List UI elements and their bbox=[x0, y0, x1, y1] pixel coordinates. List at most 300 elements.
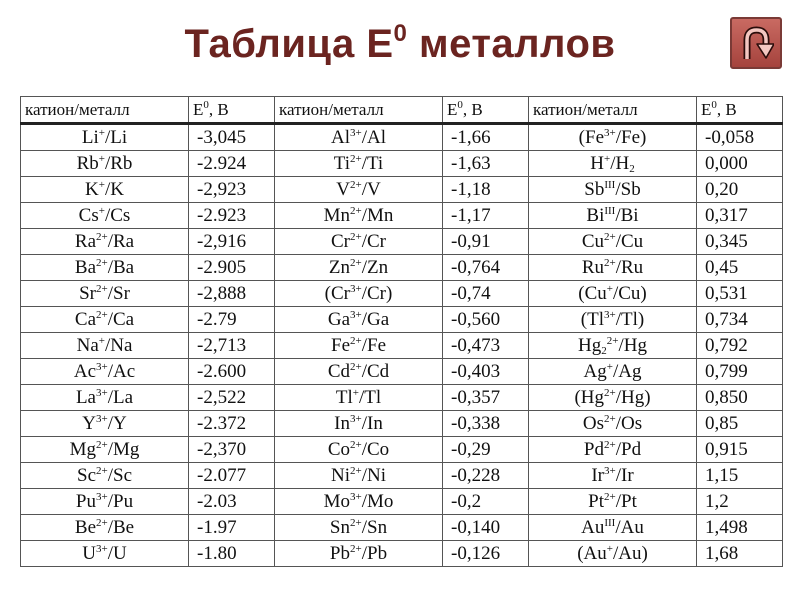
cell-potential: -0,403 bbox=[443, 359, 529, 385]
couple-charge: 3+ bbox=[350, 309, 362, 321]
couple-ion: Zn bbox=[328, 257, 350, 278]
title-text: Таблица Е bbox=[184, 22, 394, 66]
couple-ion: La bbox=[75, 387, 96, 408]
cell-redox-couple bbox=[21, 229, 189, 255]
couple-metal: /In bbox=[361, 413, 383, 434]
cell-redox-couple bbox=[275, 463, 443, 489]
couple-charge: 3+ bbox=[604, 465, 616, 477]
couple-charge: 2+ bbox=[350, 179, 362, 191]
couple-charge: 2+ bbox=[604, 257, 616, 269]
cell-redox-couple bbox=[21, 463, 189, 489]
cell-potential: -2.600 bbox=[189, 359, 275, 385]
cell-redox-couple bbox=[21, 333, 189, 359]
couple-metal: /Au bbox=[615, 517, 644, 538]
couple-ion: Ba bbox=[74, 257, 96, 278]
couple-metal: /Tl bbox=[358, 387, 382, 408]
couple-ion: Tl bbox=[335, 387, 353, 408]
couple-metal: /Ra bbox=[107, 231, 135, 252]
table-header-row bbox=[21, 97, 783, 124]
couple-metal: /Cu) bbox=[612, 283, 647, 304]
title-superscript: 0 bbox=[393, 20, 408, 47]
cell-potential: 1,68 bbox=[697, 541, 783, 567]
table-row bbox=[21, 463, 783, 489]
couple-charge: 2+ bbox=[604, 231, 616, 243]
couple-charge: 2+ bbox=[604, 439, 616, 451]
cell-redox-couple bbox=[275, 203, 443, 229]
couple-metal: /Fe) bbox=[615, 127, 647, 148]
cell-redox-couple bbox=[275, 437, 443, 463]
couple-metal: /Hg bbox=[618, 335, 647, 356]
couple-ion: Cr bbox=[331, 231, 350, 252]
table-row bbox=[21, 307, 783, 333]
column-header-e0 bbox=[443, 97, 529, 124]
cell-potential: 0,799 bbox=[697, 359, 783, 385]
cell-redox-couple bbox=[529, 437, 697, 463]
couple-charge: III bbox=[604, 517, 616, 529]
couple-ion: Ti bbox=[333, 153, 350, 174]
couple-ion: Mn bbox=[323, 205, 350, 226]
couple-ion: Au bbox=[581, 517, 605, 538]
table-row bbox=[21, 541, 783, 567]
couple-metal: /Ir bbox=[615, 465, 634, 486]
column-header-couple bbox=[21, 97, 189, 124]
couple-ion: Co bbox=[327, 439, 350, 460]
table-row bbox=[21, 229, 783, 255]
couple-ion: (Hg bbox=[574, 387, 604, 408]
couple-charge: + bbox=[98, 153, 105, 165]
couple-ion-subscript: 2 bbox=[601, 345, 607, 357]
couple-metal: /Ru bbox=[615, 257, 644, 278]
couple-charge: + bbox=[98, 205, 105, 217]
couple-metal-subscript: 2 bbox=[629, 163, 635, 175]
header-couple-label: катион/металл bbox=[25, 100, 130, 119]
cell-redox-couple bbox=[529, 359, 697, 385]
couple-ion: Pt bbox=[588, 491, 604, 512]
couple-ion: Fe bbox=[331, 335, 350, 356]
couple-ion: K bbox=[85, 179, 99, 200]
couple-ion: Na bbox=[76, 335, 99, 356]
couple-charge: III bbox=[604, 179, 616, 191]
cell-redox-couple bbox=[275, 515, 443, 541]
couple-metal: /Ni bbox=[361, 465, 386, 486]
cell-redox-couple bbox=[529, 333, 697, 359]
couple-charge: + bbox=[604, 153, 611, 165]
header-e0-superscript: 0 bbox=[457, 99, 463, 111]
couple-ion: Sr bbox=[79, 283, 96, 304]
cell-potential: -0,357 bbox=[443, 385, 529, 411]
couple-metal: /Au) bbox=[612, 543, 648, 564]
column-header-e0 bbox=[189, 97, 275, 124]
couple-metal: /Li bbox=[104, 127, 128, 148]
couple-ion: Ac bbox=[73, 361, 96, 382]
couple-ion: Ir bbox=[591, 465, 604, 486]
couple-ion: U bbox=[82, 543, 96, 564]
cell-redox-couple bbox=[275, 411, 443, 437]
couple-ion: Mo bbox=[323, 491, 350, 512]
couple-metal: /Pt bbox=[615, 491, 637, 512]
table-row bbox=[21, 255, 783, 281]
couple-ion: In bbox=[334, 413, 350, 434]
couple-metal: /Cu bbox=[615, 231, 644, 252]
cell-potential: 0,792 bbox=[697, 333, 783, 359]
cell-redox-couple bbox=[21, 515, 189, 541]
page-title bbox=[0, 22, 800, 67]
cell-redox-couple bbox=[529, 124, 697, 151]
table-row bbox=[21, 359, 783, 385]
couple-charge: III bbox=[604, 205, 616, 217]
cell-redox-couple bbox=[529, 307, 697, 333]
couple-ion: Sb bbox=[584, 179, 605, 200]
cell-potential: -0,228 bbox=[443, 463, 529, 489]
cell-redox-couple bbox=[275, 281, 443, 307]
couple-metal: /Fe bbox=[361, 335, 386, 356]
cell-potential: 0,45 bbox=[697, 255, 783, 281]
table-row bbox=[21, 151, 783, 177]
couple-charge: 3+ bbox=[350, 283, 362, 295]
couple-ion: Cd bbox=[327, 361, 350, 382]
couple-metal: /Cr) bbox=[361, 283, 393, 304]
couple-charge: 2+ bbox=[604, 491, 616, 503]
couple-ion: Ni bbox=[331, 465, 350, 486]
couple-metal: /Ga bbox=[361, 309, 390, 330]
couple-metal: /H bbox=[610, 153, 630, 174]
couple-ion: (Cr bbox=[324, 283, 350, 304]
couple-ion: Sn bbox=[329, 517, 350, 538]
cell-potential: 1,498 bbox=[697, 515, 783, 541]
cell-redox-couple bbox=[21, 151, 189, 177]
u-turn-arrow-icon bbox=[738, 25, 774, 61]
cell-redox-couple bbox=[275, 151, 443, 177]
cell-redox-couple bbox=[529, 411, 697, 437]
couple-charge: 3+ bbox=[350, 413, 362, 425]
couple-metal: /Zn bbox=[361, 257, 389, 278]
couple-charge: 2+ bbox=[350, 543, 362, 555]
couple-charge: + bbox=[98, 127, 105, 139]
couple-charge: 2+ bbox=[96, 465, 108, 477]
table-row bbox=[21, 281, 783, 307]
column-header-couple bbox=[275, 97, 443, 124]
couple-ion: Pd bbox=[583, 439, 604, 460]
cell-redox-couple bbox=[275, 541, 443, 567]
couple-metal: /Ca bbox=[107, 309, 135, 330]
couple-metal: /Rb bbox=[104, 153, 133, 174]
header-e0-superscript: 0 bbox=[711, 99, 717, 111]
cell-potential: -2,522 bbox=[189, 385, 275, 411]
cell-potential: 0,000 bbox=[697, 151, 783, 177]
couple-ion: Al bbox=[331, 127, 350, 148]
cell-redox-couple bbox=[21, 177, 189, 203]
cell-potential: -0,338 bbox=[443, 411, 529, 437]
couple-ion: V bbox=[336, 179, 350, 200]
cell-redox-couple bbox=[275, 359, 443, 385]
couple-charge: 3+ bbox=[96, 387, 108, 399]
couple-ion: Bi bbox=[586, 205, 605, 226]
cell-potential: 0,345 bbox=[697, 229, 783, 255]
couple-metal: /Na bbox=[104, 335, 133, 356]
header-e0-symbol: E bbox=[701, 100, 712, 119]
couple-metal: /Sr bbox=[107, 283, 130, 304]
couple-ion: Cs bbox=[78, 205, 99, 226]
couple-ion: Pu bbox=[75, 491, 96, 512]
couple-metal: /Hg) bbox=[615, 387, 651, 408]
table-row bbox=[21, 333, 783, 359]
couple-charge: 2+ bbox=[604, 413, 616, 425]
couple-metal: /K bbox=[104, 179, 124, 200]
header-e0-symbol: E bbox=[447, 100, 458, 119]
cell-potential: -1.80 bbox=[189, 541, 275, 567]
cell-potential: -2,923 bbox=[189, 177, 275, 203]
couple-metal: /Mo bbox=[361, 491, 394, 512]
cell-potential: -0,91 bbox=[443, 229, 529, 255]
cell-potential: -2.924 bbox=[189, 151, 275, 177]
cell-potential: -0,29 bbox=[443, 437, 529, 463]
cell-potential: 1,2 bbox=[697, 489, 783, 515]
header-e0-unit: , В bbox=[716, 100, 737, 119]
cell-redox-couple bbox=[529, 229, 697, 255]
couple-charge: 2+ bbox=[350, 361, 362, 373]
couple-metal: /Cd bbox=[361, 361, 390, 382]
couple-charge: 2+ bbox=[96, 283, 108, 295]
cell-redox-couple bbox=[21, 281, 189, 307]
cell-potential: -2,370 bbox=[189, 437, 275, 463]
cell-redox-couple bbox=[275, 124, 443, 151]
couple-metal: /Os bbox=[615, 413, 643, 434]
cell-redox-couple bbox=[275, 333, 443, 359]
cell-redox-couple bbox=[275, 229, 443, 255]
cell-potential: 0,317 bbox=[697, 203, 783, 229]
couple-charge: 3+ bbox=[604, 309, 616, 321]
couple-charge: + bbox=[352, 387, 359, 399]
couple-metal: /Tl) bbox=[615, 309, 645, 330]
couple-charge: 2+ bbox=[350, 153, 362, 165]
cell-potential: 0,531 bbox=[697, 281, 783, 307]
table-row bbox=[21, 411, 783, 437]
back-button[interactable] bbox=[730, 17, 782, 69]
cell-redox-couple bbox=[275, 489, 443, 515]
column-header-couple bbox=[529, 97, 697, 124]
couple-metal: /Sb bbox=[615, 179, 641, 200]
couple-metal: /Mn bbox=[361, 205, 394, 226]
couple-charge: 2+ bbox=[606, 335, 619, 347]
cell-potential: -0,2 bbox=[443, 489, 529, 515]
couple-metal: /Ba bbox=[107, 257, 135, 278]
cell-redox-couple bbox=[529, 281, 697, 307]
couple-metal: /Al bbox=[361, 127, 386, 148]
couple-charge: 2+ bbox=[96, 231, 108, 243]
table-row bbox=[21, 385, 783, 411]
couple-ion: Be bbox=[74, 517, 96, 538]
table-row bbox=[21, 177, 783, 203]
couple-ion: Ra bbox=[74, 231, 96, 252]
couple-charge: 3+ bbox=[96, 491, 108, 503]
couple-ion: Cu bbox=[581, 231, 604, 252]
couple-charge: 2+ bbox=[96, 517, 108, 529]
couple-metal: /Cr bbox=[361, 231, 386, 252]
couple-charge: + bbox=[606, 283, 613, 295]
cell-potential: -0,140 bbox=[443, 515, 529, 541]
couple-ion: (Cu bbox=[578, 283, 607, 304]
column-header-e0 bbox=[697, 97, 783, 124]
cell-potential: -3,045 bbox=[189, 124, 275, 151]
cell-redox-couple bbox=[529, 177, 697, 203]
cell-redox-couple bbox=[21, 489, 189, 515]
table-row bbox=[21, 489, 783, 515]
cell-redox-couple bbox=[529, 385, 697, 411]
cell-redox-couple bbox=[529, 515, 697, 541]
cell-potential: -2.372 bbox=[189, 411, 275, 437]
cell-redox-couple bbox=[21, 411, 189, 437]
table-row bbox=[21, 203, 783, 229]
couple-ion: (Au bbox=[577, 543, 607, 564]
couple-charge: 2+ bbox=[350, 205, 362, 217]
couple-charge: 2+ bbox=[96, 439, 108, 451]
cell-potential: 0,915 bbox=[697, 437, 783, 463]
cell-redox-couple bbox=[529, 255, 697, 281]
table-row bbox=[21, 124, 783, 151]
header-e0-unit: , В bbox=[208, 100, 229, 119]
cell-redox-couple bbox=[275, 385, 443, 411]
cell-potential: 0,85 bbox=[697, 411, 783, 437]
cell-potential: -2.79 bbox=[189, 307, 275, 333]
couple-charge: 3+ bbox=[604, 127, 616, 139]
cell-potential: -1,17 bbox=[443, 203, 529, 229]
couple-ion: Os bbox=[582, 413, 604, 434]
cell-potential: -2,888 bbox=[189, 281, 275, 307]
couple-ion: Hg bbox=[578, 335, 602, 356]
header-e0-superscript: 0 bbox=[203, 99, 209, 111]
header-couple-label: катион/металл bbox=[279, 100, 384, 119]
cell-potential: -2.905 bbox=[189, 255, 275, 281]
couple-metal: /Ag bbox=[612, 361, 642, 382]
cell-redox-couple bbox=[529, 151, 697, 177]
couple-metal: /Ti bbox=[361, 153, 384, 174]
couple-metal: /Pu bbox=[107, 491, 134, 512]
couple-charge: 3+ bbox=[96, 543, 108, 555]
cell-potential: -0,473 bbox=[443, 333, 529, 359]
couple-charge: 2+ bbox=[350, 231, 362, 243]
couple-metal: /La bbox=[107, 387, 134, 408]
couple-charge: 2+ bbox=[96, 309, 108, 321]
couple-metal: /Bi bbox=[615, 205, 639, 226]
couple-ion: (Fe bbox=[578, 127, 604, 148]
cell-potential: 1,15 bbox=[697, 463, 783, 489]
cell-potential: -1.97 bbox=[189, 515, 275, 541]
couple-charge: 2+ bbox=[350, 465, 362, 477]
cell-redox-couple bbox=[21, 203, 189, 229]
cell-potential: -2.923 bbox=[189, 203, 275, 229]
couple-charge: 2+ bbox=[350, 439, 362, 451]
couple-metal: /Mg bbox=[107, 439, 140, 460]
cell-redox-couple bbox=[529, 463, 697, 489]
couple-metal: /Y bbox=[107, 413, 127, 434]
cell-potential: -0,058 bbox=[697, 124, 783, 151]
cell-potential: -0,74 bbox=[443, 281, 529, 307]
cell-potential: 0,850 bbox=[697, 385, 783, 411]
cell-redox-couple bbox=[275, 177, 443, 203]
cell-potential: -1,18 bbox=[443, 177, 529, 203]
couple-ion: Ru bbox=[581, 257, 604, 278]
cell-redox-couple bbox=[529, 541, 697, 567]
header-e0-unit: , В bbox=[462, 100, 483, 119]
cell-potential: -1,63 bbox=[443, 151, 529, 177]
cell-potential: -1,66 bbox=[443, 124, 529, 151]
couple-metal: /V bbox=[361, 179, 381, 200]
couple-charge: + bbox=[98, 335, 105, 347]
cell-redox-couple bbox=[275, 255, 443, 281]
cell-redox-couple bbox=[21, 437, 189, 463]
cell-potential: -2.03 bbox=[189, 489, 275, 515]
cell-potential: 0,734 bbox=[697, 307, 783, 333]
header-e0-symbol: E bbox=[193, 100, 204, 119]
couple-metal: /U bbox=[107, 543, 127, 564]
couple-charge: 3+ bbox=[96, 361, 108, 373]
couple-ion: Ca bbox=[74, 309, 96, 330]
cell-redox-couple bbox=[21, 124, 189, 151]
cell-potential: 0,20 bbox=[697, 177, 783, 203]
couple-ion: Pb bbox=[329, 543, 350, 564]
couple-charge: 3+ bbox=[350, 127, 362, 139]
couple-ion: H bbox=[590, 153, 604, 174]
title-tail: металлов bbox=[407, 22, 616, 66]
cell-redox-couple bbox=[21, 385, 189, 411]
cell-potential: -0,560 bbox=[443, 307, 529, 333]
cell-redox-couple bbox=[275, 307, 443, 333]
couple-ion: Mg bbox=[69, 439, 96, 460]
cell-redox-couple bbox=[21, 307, 189, 333]
cell-potential: -2,916 bbox=[189, 229, 275, 255]
table-row bbox=[21, 515, 783, 541]
couple-charge: + bbox=[606, 361, 613, 373]
couple-ion: Li bbox=[81, 127, 99, 148]
couple-charge: 2+ bbox=[604, 387, 616, 399]
couple-charge: 2+ bbox=[350, 257, 362, 269]
couple-ion: Sc bbox=[77, 465, 96, 486]
couple-metal: /Sc bbox=[107, 465, 132, 486]
cell-potential: -0,126 bbox=[443, 541, 529, 567]
couple-charge: + bbox=[98, 179, 105, 191]
header-couple-label: катион/металл bbox=[533, 100, 638, 119]
couple-charge: 3+ bbox=[350, 491, 362, 503]
couple-ion: Ga bbox=[327, 309, 350, 330]
cell-redox-couple bbox=[21, 541, 189, 567]
couple-charge: 2+ bbox=[350, 517, 362, 529]
cell-redox-couple bbox=[529, 489, 697, 515]
couple-metal: /Be bbox=[107, 517, 135, 538]
couple-ion: Ag bbox=[583, 361, 607, 382]
cell-redox-couple bbox=[21, 255, 189, 281]
couple-metal: /Co bbox=[361, 439, 390, 460]
couple-ion: Y bbox=[82, 413, 96, 434]
couple-charge: 2+ bbox=[96, 257, 108, 269]
couple-ion: Rb bbox=[76, 153, 99, 174]
couple-ion: (Tl bbox=[580, 309, 604, 330]
cell-redox-couple bbox=[21, 359, 189, 385]
couple-metal: /Cs bbox=[104, 205, 131, 226]
table-row bbox=[21, 437, 783, 463]
cell-potential: -2,713 bbox=[189, 333, 275, 359]
cell-potential: -0,764 bbox=[443, 255, 529, 281]
couple-metal: /Sn bbox=[361, 517, 388, 538]
couple-charge: 2+ bbox=[350, 335, 362, 347]
couple-metal: /Pd bbox=[615, 439, 642, 460]
couple-metal: /Ac bbox=[107, 361, 136, 382]
couple-charge: + bbox=[606, 543, 613, 555]
potentials-table bbox=[20, 96, 783, 567]
couple-charge: 3+ bbox=[96, 413, 108, 425]
couple-metal: /Pb bbox=[361, 543, 388, 564]
cell-potential: -2.077 bbox=[189, 463, 275, 489]
table-body bbox=[21, 124, 783, 567]
